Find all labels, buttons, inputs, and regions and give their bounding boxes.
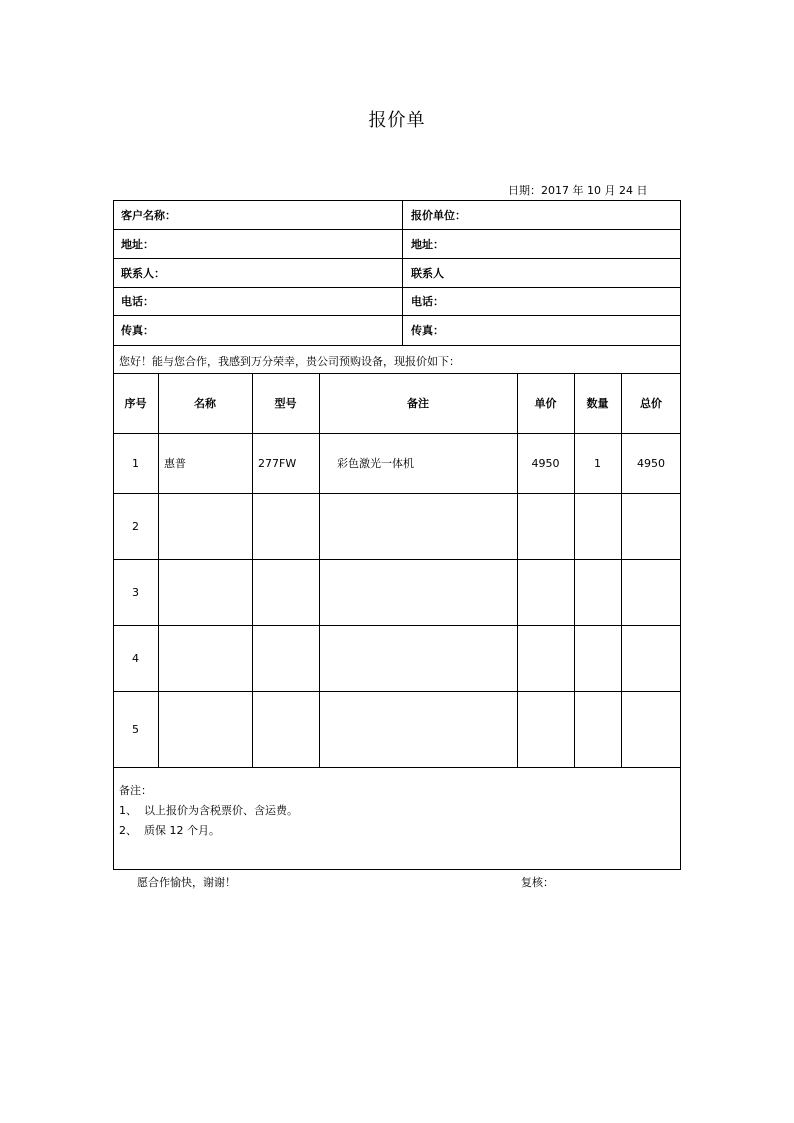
greeting-text: 您好！能与您合作，我感到万分荣幸，贵公司预购设备，现报价如下： [119, 355, 460, 368]
table-row-2-remark [319, 493, 517, 559]
supplier-name-label: 报价单位： [411, 209, 466, 222]
page-title: 报价单 [368, 110, 426, 131]
date-month: 10 [587, 184, 601, 197]
table-row-1-name: 惠普 [164, 457, 186, 470]
divider [113, 258, 681, 259]
date-day: 24 [619, 184, 633, 197]
divider [113, 229, 681, 230]
table-row-5-qty [574, 691, 621, 767]
table-row-2-name [158, 493, 252, 559]
table-row-5-total [621, 691, 681, 767]
divider [402, 200, 403, 345]
review-label: 复核： [521, 876, 554, 889]
table-row-2-price [517, 493, 574, 559]
table-row-3-qty [574, 559, 621, 625]
date-year-unit: 年 [572, 184, 584, 197]
header-unit-price: 单价 [534, 397, 557, 410]
supplier-fax-label: 传真： [411, 324, 444, 337]
customer-fax-label: 传真： [121, 324, 154, 337]
date-year: 2017 [541, 184, 569, 197]
table-row-4-remark [319, 625, 517, 691]
notes-title: 备注： [119, 784, 152, 797]
table-row-4-model [252, 625, 319, 691]
divider [113, 767, 681, 768]
table-row-1-total: 4950 [637, 456, 665, 470]
table-row-3-price [517, 559, 574, 625]
date-month-unit: 月 [604, 184, 616, 197]
note-item-1: 1、 以上报价为含税票价、含运费。 [119, 804, 298, 817]
divider [113, 315, 681, 316]
table-row-3-no: 3 [132, 585, 139, 599]
table-row-2-qty [574, 493, 621, 559]
table-row-4-qty [574, 625, 621, 691]
header-no: 序号 [124, 397, 147, 410]
table-row-1-qty: 1 [594, 456, 601, 470]
divider [113, 287, 681, 288]
table-row-1-no: 1 [132, 456, 139, 470]
table-row-3-total [621, 559, 681, 625]
header-quantity: 数量 [586, 397, 609, 410]
table-row-1-price: 4950 [531, 456, 560, 470]
table-row-3-name [158, 559, 252, 625]
table-row-4-total [621, 625, 681, 691]
table-row-4-no: 4 [132, 651, 139, 665]
table-row-4-price [517, 625, 574, 691]
table-row-5-no: 5 [132, 722, 139, 736]
table-row-2-model [252, 493, 319, 559]
supplier-phone-label: 电话： [411, 295, 444, 308]
table-row-3-model [252, 559, 319, 625]
customer-contact-label: 联系人： [121, 267, 165, 280]
closing-text: 愿合作愉快，谢谢！ [137, 876, 236, 889]
header-name: 名称 [194, 397, 216, 410]
header-remark: 备注 [407, 397, 429, 410]
date-day-unit: 日 [636, 184, 648, 197]
customer-phone-label: 电话： [121, 295, 154, 308]
table-row-1-model: 277FW [258, 456, 297, 470]
date-label: 日期： [508, 184, 541, 197]
table-row-5-price [517, 691, 574, 767]
table-row-4-name [158, 625, 252, 691]
customer-name-label: 客户名称： [121, 209, 176, 222]
customer-address-label: 地址： [121, 238, 154, 251]
supplier-contact-label: 联系人 [411, 267, 444, 280]
header-total: 总价 [640, 397, 662, 410]
table-row-2-no: 2 [132, 519, 139, 533]
table-row-1-remark: 彩色激光一体机 [337, 457, 414, 470]
table-row-2-total [621, 493, 681, 559]
note-item-2: 2、 质保 12 个月。 [119, 824, 220, 837]
table-row-5-name [158, 691, 252, 767]
table-row-3-remark [319, 559, 517, 625]
header-model: 型号 [274, 397, 297, 410]
divider [113, 345, 681, 346]
table-row-5-model [252, 691, 319, 767]
supplier-address-label: 地址： [411, 238, 444, 251]
table-row-5-remark [319, 691, 517, 767]
quote-date [508, 182, 648, 198]
